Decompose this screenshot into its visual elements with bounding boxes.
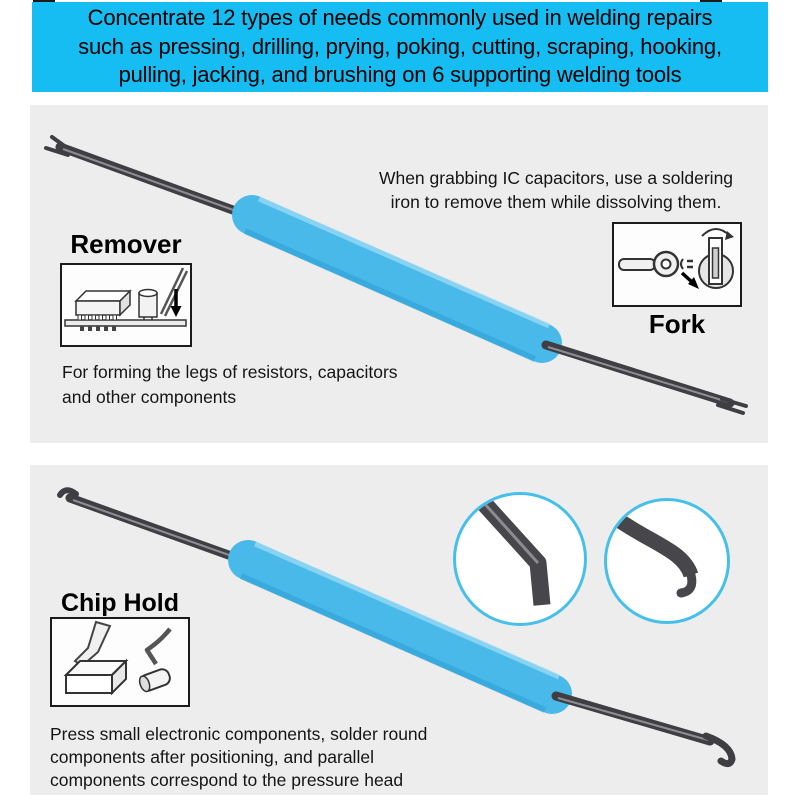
headline-banner <box>32 2 768 92</box>
remover-caption <box>62 360 482 410</box>
chip-hold-caption <box>50 723 520 792</box>
chip-hold-label: Chip Hold <box>60 589 180 617</box>
chip-hold-caption-line-1: Press small electronic components, solder round <box>50 724 428 744</box>
fork-usage-note <box>360 167 752 214</box>
tip-closeup-bent <box>453 492 587 626</box>
section-chip-hold <box>30 465 768 795</box>
fork-usage-note-line-1: When grabbing IC capacitors, use a soldering <box>378 168 734 188</box>
headline-line-2: such as pressing, drilling, prying, poking, cutting, scraping, hooking, <box>78 33 722 59</box>
remover-caption-line-2: and other components <box>62 387 237 407</box>
tip-closeup-hook <box>604 498 730 624</box>
fork-label: Fork <box>648 309 706 339</box>
remover-diagram <box>60 263 192 347</box>
chip-hold-diagram <box>50 617 190 707</box>
remover-label: Remover <box>70 229 182 259</box>
fork-usage-note-line-2: iron to remove them while dissolving them. <box>390 191 722 212</box>
fork-diagram-drawing <box>614 224 740 305</box>
section-remover-fork <box>30 105 768 443</box>
tip-closeup-bent-drawing <box>456 495 584 623</box>
tip-closeup-hook-drawing <box>607 501 727 621</box>
chip-hold-caption-line-3: components correspond to the pressure head <box>50 770 404 790</box>
remover-diagram-drawing <box>62 265 190 345</box>
fork-diagram <box>612 222 742 307</box>
headline-line-1: Concentrate 12 types of needs commonly used in welding repairs <box>87 5 713 31</box>
chip-hold-diagram-drawing <box>52 619 188 705</box>
chip-hold-caption-line-2: components after positioning, and parallel <box>50 747 374 767</box>
headline-line-3: pulling, jacking, and brushing on 6 supporting welding tools <box>118 62 682 88</box>
remover-caption-line-1: For forming the legs of resistors, capacitors <box>62 362 398 382</box>
